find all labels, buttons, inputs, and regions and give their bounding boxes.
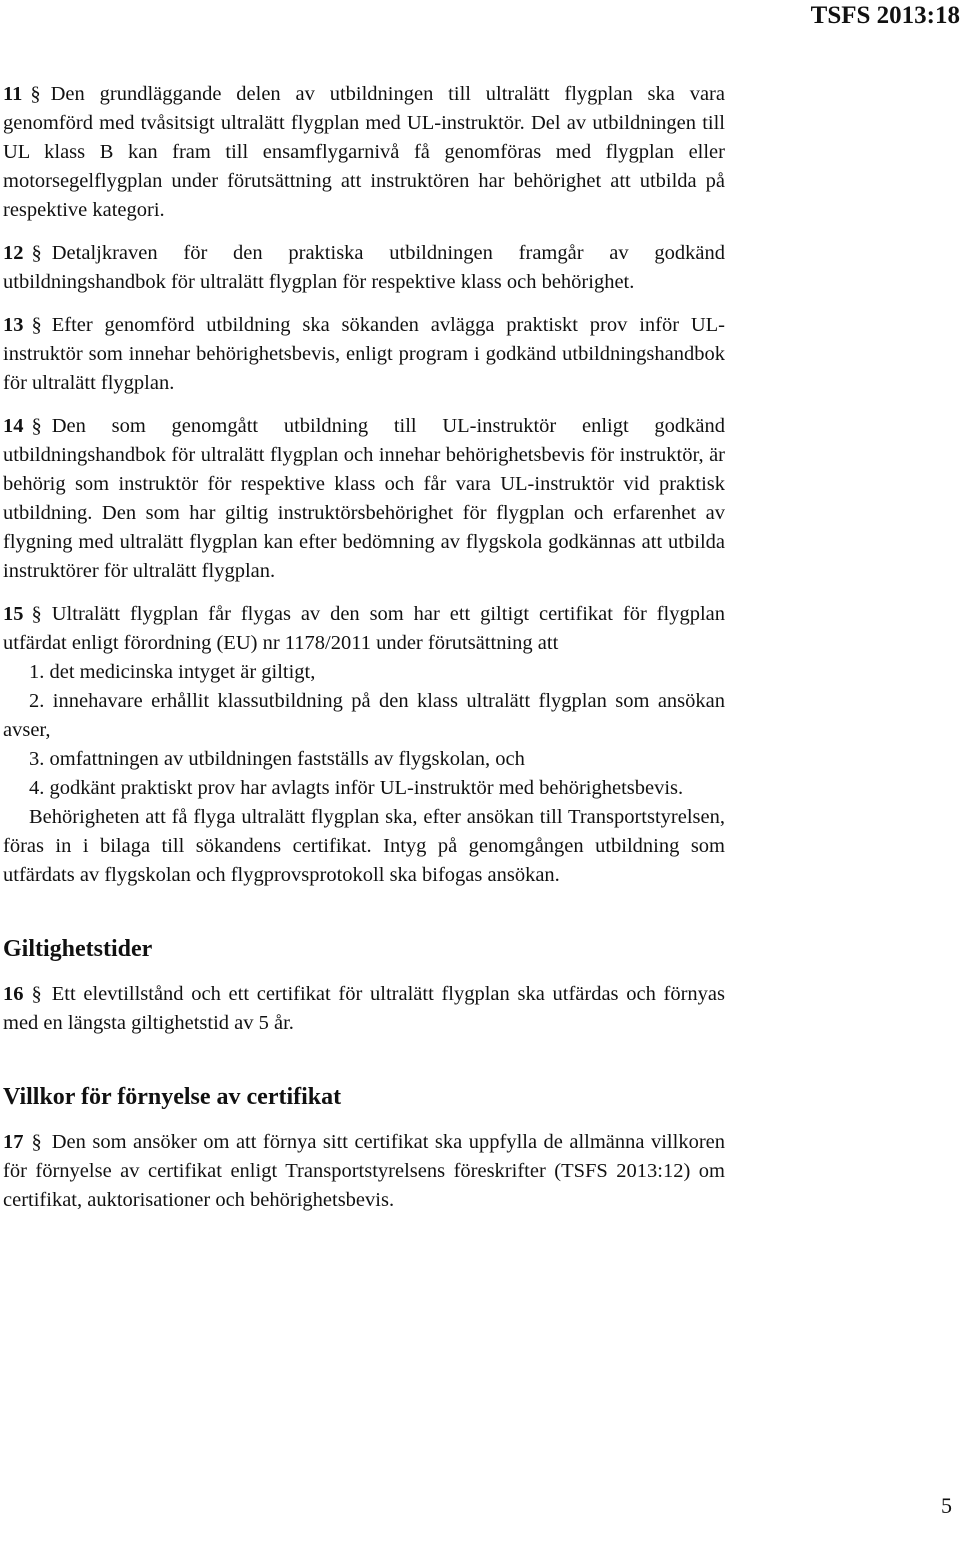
paragraph-13 [3, 311, 725, 398]
section-symbol: § [31, 983, 42, 1005]
paragraph-text: Efter genomförd utbildning ska sökanden avlägga praktiskt prov inför UL-instruktör som innehar behörighetsbevis, enligt program i godkänd utbildningshandbok för ultralätt flygplan. [3, 314, 725, 394]
paragraph-text: Den grundläggande delen av utbildningen till ultralätt flygplan ska vara genomförd med tvåsitsigt ultralätt flygplan med UL-instruktör. Del av utbildningen till UL klass B kan fram till ensamflygarnivå få genomföras med flygplan eller motorsegelflygplan under förutsättning att instruktören har behörighet att utbilda på respektive kategori. [3, 83, 725, 221]
paragraph-17 [3, 1128, 725, 1215]
list-item [3, 687, 725, 745]
list-item-number: 1. [29, 661, 45, 683]
list-item-number: 3. [29, 748, 45, 770]
paragraph-number: 12 [3, 242, 24, 264]
list-item [3, 658, 725, 687]
list-item-text: omfattningen av utbildningen fastställs av flygskolan, och [49, 748, 525, 770]
list-item-number: 2. [29, 690, 45, 712]
paragraph-number: 13 [3, 314, 24, 336]
paragraph-11 [3, 80, 725, 225]
paragraph-text: Detaljkraven för den praktiska utbildningen framgår av godkänd utbildningshandbok för ultralätt flygplan för respektive klass och behörighet. [3, 242, 725, 293]
heading-villkor: Villkor för förnyelse av certifikat [3, 1084, 342, 1110]
list-item-text: det medicinska intyget är giltigt, [49, 661, 316, 683]
list-item-text: innehavare erhållit klassutbildning på den klass ultralätt flygplan som ansökan avser, [3, 690, 726, 741]
paragraph-16 [3, 980, 725, 1038]
paragraph-number: 14 [3, 415, 24, 437]
section-symbol: § [30, 83, 41, 105]
document-body [3, 80, 725, 1229]
paragraph-number: 11 [3, 83, 23, 105]
section-symbol: § [31, 415, 42, 437]
paragraph-12 [3, 239, 725, 297]
paragraph-number: 17 [3, 1131, 24, 1153]
list-item-number: 4. [29, 777, 45, 799]
list-item [3, 745, 725, 774]
paragraph-text: Ett elevtillstånd och ett certifikat för ultralätt flygplan ska utfärdas och förnyas med en längsta giltighetstid av 5 år. [3, 983, 725, 1034]
page-number: 5 [941, 1493, 952, 1518]
section-symbol: § [31, 314, 42, 336]
section-symbol: § [31, 603, 42, 625]
document-code: TSFS 2013:18 [810, 2, 960, 29]
paragraph-text: Den som genomgått utbildning till UL-instruktör enligt godkänd utbildningshandbok för ultralätt flygplan och innehar behörighetsbevis för instruktör, är behörig som instruktör för respektive klass och får vara UL-instruktör vid praktisk utbildning. Den som har giltig instruktörsbehörighet för flygplan och erfarenhet av flygning med ultralätt flygplan kan efter bedömning av flygskola godkännas att utbilda instruktörer för ultralätt flygplan. [3, 415, 725, 582]
paragraph-number: 15 [3, 603, 24, 625]
paragraph-15-follow: Behörigheten att få flyga ultralätt flygplan ska, efter ansökan till Transportstyrelsen, föras in i bilaga till sökandens certifikat. Intyg på genomgången utbildning som utfärdats av flygskolan och flygprovsprotokoll ska bifogas ansökan. [3, 806, 725, 886]
paragraph-text: Ultralätt flygplan får flygas av den som har ett giltigt certifikat för flygplan utfärdat enligt förordning (EU) nr 1178/2011 under förutsättning att [3, 603, 725, 654]
paragraph-15 [3, 600, 725, 658]
heading-giltighetstider: Giltighetstider [3, 936, 153, 962]
list-item [3, 774, 725, 803]
section-symbol: § [31, 1131, 42, 1153]
list-item-text: godkänt praktiskt prov har avlagts inför UL-instruktör med behörighetsbevis. [49, 777, 684, 799]
paragraph-text: Den som ansöker om att förnya sitt certifikat ska uppfylla de allmänna villkoren för förnyelse av certifikat enligt Transportstyrelsens föreskrifter (TSFS 2013:12) om certifikat, auktorisationer och behörighetsbevis. [3, 1131, 725, 1211]
paragraph-number: 16 [3, 983, 24, 1005]
paragraph-14 [3, 412, 725, 586]
section-symbol: § [31, 242, 42, 264]
